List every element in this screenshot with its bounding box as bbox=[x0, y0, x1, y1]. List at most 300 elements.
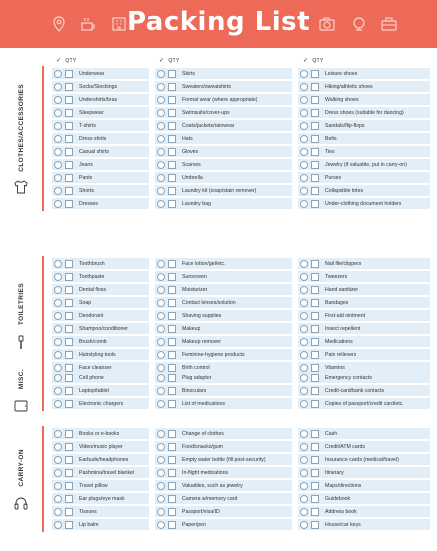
qty-box[interactable] bbox=[311, 400, 319, 408]
item-label: Undershirts/bras bbox=[79, 96, 118, 103]
check-circle[interactable] bbox=[54, 200, 62, 208]
qty-box[interactable] bbox=[168, 325, 176, 333]
qty-box[interactable] bbox=[65, 351, 73, 359]
qty-box[interactable] bbox=[65, 456, 73, 464]
check-circle[interactable] bbox=[54, 174, 62, 182]
checklist-item bbox=[52, 284, 149, 295]
qty-box[interactable] bbox=[65, 430, 73, 438]
check-circle[interactable] bbox=[300, 364, 308, 372]
item-label: Umbrella bbox=[182, 174, 203, 181]
qty-box[interactable] bbox=[168, 312, 176, 320]
check-circle[interactable] bbox=[300, 260, 308, 268]
qty-box[interactable] bbox=[311, 338, 319, 346]
check-circle[interactable] bbox=[157, 122, 165, 130]
item-label: Birth control bbox=[182, 364, 210, 371]
checklist-item bbox=[52, 349, 149, 360]
qty-box[interactable] bbox=[65, 83, 73, 91]
checklist-item bbox=[298, 480, 430, 491]
qty-box[interactable] bbox=[311, 521, 319, 529]
qty-box[interactable] bbox=[168, 374, 176, 382]
checklist-item bbox=[155, 310, 292, 321]
check-circle[interactable] bbox=[54, 70, 62, 78]
check-circle[interactable] bbox=[54, 96, 62, 104]
check-circle[interactable] bbox=[300, 70, 308, 78]
qty-box[interactable] bbox=[65, 286, 73, 294]
checklist-item bbox=[155, 120, 292, 131]
item-label: Deodorant bbox=[79, 312, 104, 319]
item-label: Ear plugs/eye mask bbox=[79, 495, 125, 502]
qty-box[interactable] bbox=[65, 495, 73, 503]
column-header-2: ✓ QTY bbox=[159, 58, 180, 64]
qty-box[interactable] bbox=[311, 286, 319, 294]
item-label: Cell phone bbox=[79, 374, 104, 381]
check-circle[interactable] bbox=[157, 430, 165, 438]
qty-box[interactable] bbox=[311, 273, 319, 281]
item-label: Contact lenses/solution bbox=[182, 299, 236, 306]
checklist-item bbox=[155, 336, 292, 347]
checklist-item bbox=[298, 454, 430, 465]
qty-box[interactable] bbox=[168, 469, 176, 477]
check-circle[interactable] bbox=[157, 312, 165, 320]
item-label: Medications bbox=[325, 338, 353, 345]
item-label: Hairstyling tools bbox=[79, 351, 116, 358]
headphones-icon bbox=[13, 495, 29, 511]
qty-box[interactable] bbox=[168, 187, 176, 195]
checklist-item bbox=[298, 428, 430, 439]
qty-box[interactable] bbox=[311, 109, 319, 117]
check-circle[interactable] bbox=[300, 174, 308, 182]
check-circle[interactable] bbox=[54, 312, 62, 320]
checklist-item bbox=[155, 454, 292, 465]
check-circle[interactable] bbox=[300, 122, 308, 130]
qty-box[interactable] bbox=[168, 338, 176, 346]
check-circle[interactable] bbox=[157, 325, 165, 333]
check-circle[interactable] bbox=[157, 96, 165, 104]
checklist-item bbox=[298, 506, 430, 517]
check-circle[interactable] bbox=[54, 430, 62, 438]
checklist-item bbox=[155, 480, 292, 491]
check-circle[interactable] bbox=[54, 161, 62, 169]
qty-box[interactable] bbox=[65, 109, 73, 117]
qty-box[interactable] bbox=[65, 187, 73, 195]
qty-box[interactable] bbox=[65, 135, 73, 143]
check-circle[interactable] bbox=[300, 400, 308, 408]
check-circle[interactable] bbox=[157, 508, 165, 516]
qty-box[interactable] bbox=[311, 96, 319, 104]
check-circle[interactable] bbox=[157, 161, 165, 169]
qty-box[interactable] bbox=[65, 469, 73, 477]
checklist-item bbox=[298, 323, 430, 334]
check-circle[interactable] bbox=[300, 161, 308, 169]
check-circle[interactable] bbox=[300, 443, 308, 451]
qty-box[interactable] bbox=[311, 495, 319, 503]
shirt-icon bbox=[13, 179, 29, 195]
check-circle[interactable] bbox=[157, 273, 165, 281]
check-circle[interactable] bbox=[157, 299, 165, 307]
qty-box[interactable] bbox=[168, 135, 176, 143]
checklist-item bbox=[298, 271, 430, 282]
check-circle[interactable] bbox=[54, 299, 62, 307]
item-label: Collapsible totes bbox=[325, 187, 364, 194]
checklist-item bbox=[155, 68, 292, 79]
check-circle[interactable] bbox=[300, 482, 308, 490]
check-circle[interactable] bbox=[300, 83, 308, 91]
qty-box[interactable] bbox=[168, 260, 176, 268]
item-label: Shaving supplies bbox=[182, 312, 222, 319]
item-label: Books or e-books bbox=[79, 430, 120, 437]
check-circle[interactable] bbox=[300, 135, 308, 143]
check-circle[interactable] bbox=[54, 109, 62, 117]
qty-box[interactable] bbox=[65, 338, 73, 346]
map-icon bbox=[350, 15, 368, 33]
check-circle[interactable] bbox=[54, 187, 62, 195]
check-circle[interactable] bbox=[157, 83, 165, 91]
check-circle[interactable] bbox=[157, 148, 165, 156]
section-divider bbox=[42, 256, 44, 375]
qty-box[interactable] bbox=[168, 174, 176, 182]
qty-box[interactable] bbox=[311, 374, 319, 382]
check-circle[interactable] bbox=[54, 387, 62, 395]
item-label: Swimsuits/cover-ups bbox=[182, 109, 230, 116]
check-circle[interactable] bbox=[300, 508, 308, 516]
checklist-item bbox=[155, 172, 292, 183]
checklist-item bbox=[155, 271, 292, 282]
item-label: Purses bbox=[325, 174, 342, 181]
section-divider bbox=[42, 370, 44, 411]
checklist-item bbox=[298, 284, 430, 295]
qty-box[interactable] bbox=[65, 200, 73, 208]
checklist-item bbox=[298, 133, 430, 144]
qty-box[interactable] bbox=[65, 273, 73, 281]
check-circle[interactable] bbox=[157, 469, 165, 477]
qty-box[interactable] bbox=[65, 148, 73, 156]
check-circle[interactable] bbox=[300, 430, 308, 438]
check-circle[interactable] bbox=[300, 148, 308, 156]
checklist-item bbox=[155, 349, 292, 360]
qty-box[interactable] bbox=[311, 325, 319, 333]
qty-box[interactable] bbox=[65, 122, 73, 130]
check-circle[interactable] bbox=[157, 374, 165, 382]
check-circle[interactable] bbox=[157, 387, 165, 395]
item-label: First-aid ointment bbox=[325, 312, 366, 319]
qty-box[interactable] bbox=[311, 364, 319, 372]
item-label: Sweaters/sweatshirts bbox=[182, 83, 232, 90]
qty-box[interactable] bbox=[65, 482, 73, 490]
check-circle[interactable] bbox=[54, 508, 62, 516]
check-circle[interactable] bbox=[54, 135, 62, 143]
check-circle[interactable] bbox=[54, 351, 62, 359]
check-circle[interactable] bbox=[157, 135, 165, 143]
qty-box[interactable] bbox=[168, 482, 176, 490]
qty-box[interactable] bbox=[311, 482, 319, 490]
check-circle[interactable] bbox=[300, 495, 308, 503]
qty-box[interactable] bbox=[65, 508, 73, 516]
checklist-item bbox=[52, 172, 149, 183]
qty-box[interactable] bbox=[168, 161, 176, 169]
check-circle[interactable] bbox=[300, 387, 308, 395]
checklist-item bbox=[155, 385, 292, 396]
qty-box[interactable] bbox=[65, 312, 73, 320]
item-label: Underwear bbox=[79, 70, 105, 77]
check-circle[interactable] bbox=[300, 338, 308, 346]
qty-box[interactable] bbox=[168, 70, 176, 78]
check-circle[interactable] bbox=[54, 469, 62, 477]
check-circle[interactable] bbox=[157, 400, 165, 408]
qty-box[interactable] bbox=[311, 135, 319, 143]
qty-box[interactable] bbox=[311, 443, 319, 451]
item-label: Credit/ATM cards bbox=[325, 443, 365, 450]
qty-box[interactable] bbox=[311, 83, 319, 91]
check-circle[interactable] bbox=[157, 456, 165, 464]
item-label: Dental floss bbox=[79, 286, 107, 293]
checklist-item bbox=[155, 81, 292, 92]
checklist-item bbox=[52, 467, 149, 478]
qty-box[interactable] bbox=[168, 83, 176, 91]
check-circle[interactable] bbox=[157, 495, 165, 503]
checklist-item bbox=[155, 506, 292, 517]
checklist-item bbox=[298, 258, 430, 269]
checklist-item bbox=[155, 159, 292, 170]
check-circle[interactable] bbox=[300, 312, 308, 320]
check-circle[interactable] bbox=[54, 400, 62, 408]
check-circle[interactable] bbox=[300, 325, 308, 333]
qty-box[interactable] bbox=[65, 96, 73, 104]
checklist-item bbox=[155, 493, 292, 504]
section-title: TOILETRIES bbox=[17, 283, 25, 326]
check-circle[interactable] bbox=[300, 521, 308, 529]
qty-box[interactable] bbox=[311, 122, 319, 130]
check-circle[interactable] bbox=[300, 109, 308, 117]
checklist-item bbox=[298, 172, 430, 183]
check-circle[interactable] bbox=[300, 299, 308, 307]
check-circle[interactable] bbox=[157, 174, 165, 182]
qty-box[interactable] bbox=[168, 286, 176, 294]
qty-box[interactable] bbox=[168, 109, 176, 117]
check-circle[interactable] bbox=[300, 96, 308, 104]
checklist-item bbox=[52, 398, 149, 409]
check-circle[interactable] bbox=[54, 495, 62, 503]
checklist-item bbox=[52, 310, 149, 321]
qty-box[interactable] bbox=[65, 374, 73, 382]
qty-box[interactable] bbox=[168, 351, 176, 359]
check-circle[interactable] bbox=[157, 364, 165, 372]
check-circle[interactable] bbox=[54, 482, 62, 490]
qty-box[interactable] bbox=[65, 325, 73, 333]
check-circle[interactable] bbox=[300, 456, 308, 464]
checklist-item bbox=[155, 198, 292, 209]
check-circle[interactable] bbox=[157, 443, 165, 451]
qty-box[interactable] bbox=[65, 174, 73, 182]
check-circle[interactable] bbox=[300, 273, 308, 281]
check-circle[interactable] bbox=[54, 364, 62, 372]
item-label: Insurance cards (medical/travel) bbox=[325, 456, 399, 463]
check-circle[interactable] bbox=[300, 286, 308, 294]
qty-box[interactable] bbox=[168, 443, 176, 451]
qty-box[interactable] bbox=[311, 299, 319, 307]
checklist-item bbox=[155, 323, 292, 334]
qty-box[interactable] bbox=[311, 187, 319, 195]
check-circle[interactable] bbox=[157, 70, 165, 78]
checklist-item bbox=[52, 441, 149, 452]
check-circle[interactable] bbox=[300, 374, 308, 382]
check-circle[interactable] bbox=[54, 286, 62, 294]
check-circle[interactable] bbox=[157, 260, 165, 268]
item-label: Guidebook bbox=[325, 495, 351, 502]
qty-box[interactable] bbox=[65, 260, 73, 268]
check-circle[interactable] bbox=[54, 83, 62, 91]
item-label: Belts bbox=[325, 135, 337, 142]
check-circle[interactable] bbox=[54, 521, 62, 529]
checklist-item bbox=[298, 120, 430, 131]
item-label: Vitamins bbox=[325, 364, 345, 371]
qty-box[interactable] bbox=[168, 299, 176, 307]
qty-box[interactable] bbox=[168, 96, 176, 104]
item-label: Video/music player bbox=[79, 443, 123, 450]
qty-box[interactable] bbox=[311, 469, 319, 477]
item-label: Feminine-hygiene products bbox=[182, 351, 245, 358]
check-circle[interactable] bbox=[157, 200, 165, 208]
column-header-1: ✓ QTY bbox=[56, 58, 77, 64]
check-circle[interactable] bbox=[300, 351, 308, 359]
item-label: Travel pillow bbox=[79, 482, 108, 489]
item-label: Dresses bbox=[79, 200, 99, 207]
item-label: Sunscreen bbox=[182, 273, 207, 280]
section-divider bbox=[42, 426, 44, 532]
qty-box[interactable] bbox=[168, 122, 176, 130]
qty-box[interactable] bbox=[311, 148, 319, 156]
check-circle[interactable] bbox=[54, 443, 62, 451]
checklist-item bbox=[52, 107, 149, 118]
checklist-item bbox=[155, 398, 292, 409]
page-title: Packing List bbox=[126, 7, 311, 37]
checklist-item bbox=[52, 372, 149, 383]
check-circle[interactable] bbox=[300, 200, 308, 208]
item-label: Toothpaste bbox=[79, 273, 105, 280]
item-label: Empty water bottle (fill post-security) bbox=[182, 456, 266, 463]
checklist-item bbox=[298, 146, 430, 157]
check-circle[interactable] bbox=[157, 482, 165, 490]
qty-box[interactable] bbox=[168, 148, 176, 156]
qty-box[interactable] bbox=[65, 443, 73, 451]
qty-box[interactable] bbox=[65, 161, 73, 169]
check-circle[interactable] bbox=[54, 148, 62, 156]
qty-box[interactable] bbox=[168, 364, 176, 372]
item-label: Paper/pen bbox=[182, 521, 206, 528]
check-circle[interactable] bbox=[157, 109, 165, 117]
qty-box[interactable] bbox=[311, 200, 319, 208]
section-label bbox=[12, 68, 30, 211]
item-label: Hand sanitizer bbox=[325, 286, 359, 293]
checklist-item bbox=[52, 506, 149, 517]
qty-box[interactable] bbox=[168, 430, 176, 438]
qty-box[interactable] bbox=[311, 174, 319, 182]
checklist-item bbox=[52, 519, 149, 530]
check-circle[interactable] bbox=[54, 338, 62, 346]
check-circle[interactable] bbox=[157, 187, 165, 195]
section-label bbox=[12, 258, 30, 375]
checklist-item bbox=[52, 323, 149, 334]
qty-box[interactable] bbox=[311, 312, 319, 320]
item-label: Gloves bbox=[182, 148, 199, 155]
qty-box[interactable] bbox=[311, 70, 319, 78]
item-label: Food/snacks/gum bbox=[182, 443, 223, 450]
check-circle[interactable] bbox=[54, 273, 62, 281]
qty-box[interactable] bbox=[65, 521, 73, 529]
check-circle[interactable] bbox=[300, 187, 308, 195]
item-label: Shampoo/conditioner bbox=[79, 325, 129, 332]
checklist-item bbox=[155, 107, 292, 118]
check-circle[interactable] bbox=[54, 456, 62, 464]
item-label: Moisturizer bbox=[182, 286, 208, 293]
checklist-item bbox=[52, 146, 149, 157]
check-circle[interactable] bbox=[54, 325, 62, 333]
checklist-item bbox=[52, 159, 149, 170]
item-label: Camera w/memory card bbox=[182, 495, 238, 502]
item-label: Laundry bag bbox=[182, 200, 211, 207]
checklist-item bbox=[52, 271, 149, 282]
item-label: Tissues bbox=[79, 508, 97, 515]
qty-box[interactable] bbox=[311, 456, 319, 464]
qty-box[interactable] bbox=[168, 495, 176, 503]
qty-box[interactable] bbox=[65, 70, 73, 78]
qty-box[interactable] bbox=[168, 273, 176, 281]
qty-box[interactable] bbox=[311, 508, 319, 516]
qty-box[interactable] bbox=[311, 387, 319, 395]
qty-box[interactable] bbox=[168, 521, 176, 529]
check-circle[interactable] bbox=[54, 374, 62, 382]
qty-box[interactable] bbox=[311, 260, 319, 268]
check-circle[interactable] bbox=[54, 260, 62, 268]
checklist-item bbox=[52, 68, 149, 79]
check-circle[interactable] bbox=[54, 122, 62, 130]
qty-box[interactable] bbox=[168, 387, 176, 395]
qty-box[interactable] bbox=[168, 200, 176, 208]
item-label: Skirts bbox=[182, 70, 195, 77]
qty-box[interactable] bbox=[311, 430, 319, 438]
qty-box[interactable] bbox=[65, 299, 73, 307]
check-circle[interactable] bbox=[300, 469, 308, 477]
qty-box[interactable] bbox=[168, 456, 176, 464]
item-label: Sandals/flip-flops bbox=[325, 122, 365, 129]
check-circle[interactable] bbox=[157, 521, 165, 529]
item-label: Binoculars bbox=[182, 387, 207, 394]
item-label: Change of clothes bbox=[182, 430, 224, 437]
checklist-item bbox=[298, 467, 430, 478]
item-label: Bandages bbox=[325, 299, 349, 306]
checklist-item bbox=[155, 284, 292, 295]
qty-box[interactable] bbox=[65, 387, 73, 395]
check-circle[interactable] bbox=[157, 286, 165, 294]
qty-box[interactable] bbox=[168, 400, 176, 408]
checklist-item bbox=[52, 493, 149, 504]
qty-box[interactable] bbox=[65, 364, 73, 372]
check-circle[interactable] bbox=[157, 351, 165, 359]
item-label: Pants bbox=[79, 174, 93, 181]
item-label: Walking shoes bbox=[325, 96, 359, 103]
qty-box[interactable] bbox=[168, 508, 176, 516]
checklist-item bbox=[155, 185, 292, 196]
qty-box[interactable] bbox=[65, 400, 73, 408]
check-circle[interactable] bbox=[157, 338, 165, 346]
item-label: Jewelry (if valuable, put in carry-on) bbox=[325, 161, 407, 168]
item-label: Address book bbox=[325, 508, 357, 515]
qty-box[interactable] bbox=[311, 351, 319, 359]
title-banner bbox=[0, 0, 437, 48]
checklist-item bbox=[52, 185, 149, 196]
item-label: Leisure shoes bbox=[325, 70, 358, 77]
qty-box[interactable] bbox=[311, 161, 319, 169]
checklist-item bbox=[52, 198, 149, 209]
